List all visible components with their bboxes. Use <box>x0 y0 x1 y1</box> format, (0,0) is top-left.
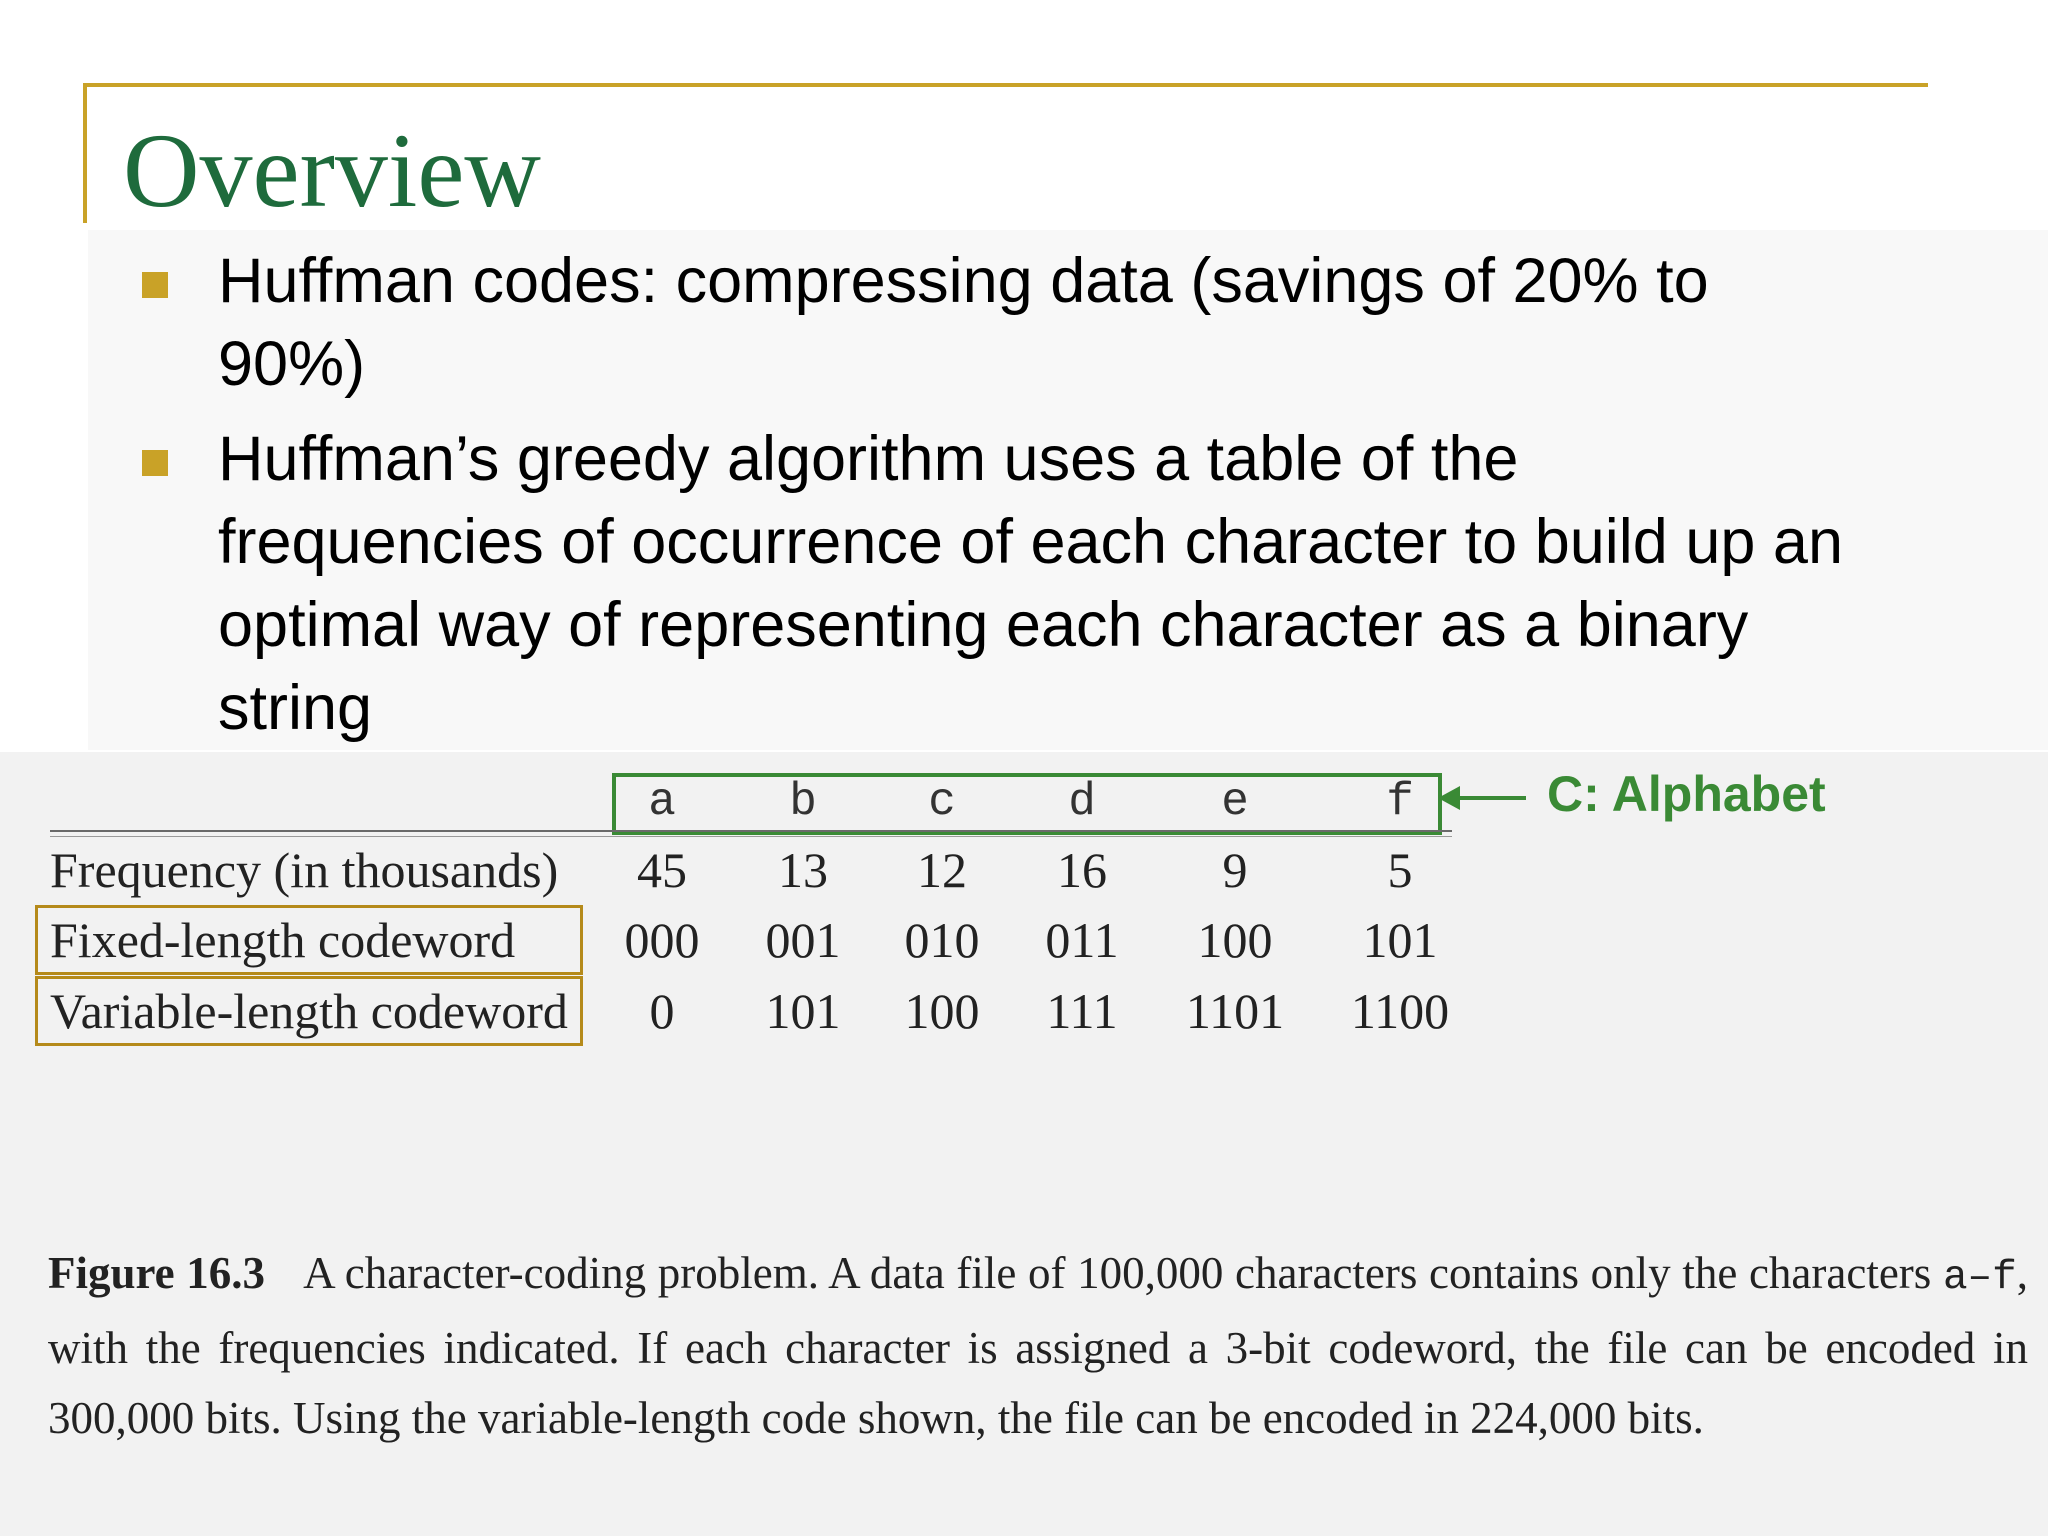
bullet-text: Huffman codes: compressing data (savings of 20% to 90%) <box>218 246 1709 399</box>
title-frame-top-rule <box>83 83 1928 87</box>
bullet-item <box>140 418 1860 750</box>
column-header-a: a <box>648 776 676 828</box>
table-cell: 1101 <box>1185 983 1285 1039</box>
column-header-d: d <box>1068 776 1096 828</box>
table-cell: 100 <box>1197 912 1273 968</box>
table-cell: 0 <box>649 983 675 1039</box>
column-header-b: b <box>789 776 817 828</box>
row-label-frequency: Frequency (in thousands) <box>50 842 559 898</box>
table-cell: 010 <box>904 912 980 968</box>
table-cell: 12 <box>917 842 967 898</box>
bullet-list <box>140 240 1860 762</box>
table-cell: 101 <box>765 983 841 1039</box>
alphabet-annotation-label: C: Alphabet <box>1547 766 1826 822</box>
figure-caption <box>48 1238 2028 1453</box>
row-label-variable-length: Variable-length codeword <box>50 983 568 1039</box>
table-cell: 100 <box>904 983 980 1039</box>
caption-text: , with the frequencies indicated. If each character is assigned a 3-bit codeword, the file can be encoded in 300,000 bits. Using the variable-length code shown, the file can be encoded in 224,000 bits. <box>48 1248 2029 1443</box>
table-cell: 011 <box>1045 912 1119 968</box>
table-cell: 9 <box>1222 842 1248 898</box>
table-cell: 16 <box>1057 842 1107 898</box>
table-cell: 001 <box>765 912 841 968</box>
caption-range: a–f <box>1942 1255 2017 1301</box>
table-cell: 111 <box>1046 983 1118 1039</box>
column-header-c: c <box>928 776 956 828</box>
table-cell: 13 <box>778 842 828 898</box>
table-cell: 45 <box>637 842 687 898</box>
table-cell: 5 <box>1387 842 1413 898</box>
table-rule <box>50 830 1452 832</box>
table-cell: 1100 <box>1350 983 1450 1039</box>
figure-label: Figure 16.3 <box>48 1248 266 1298</box>
square-bullet-icon <box>142 450 168 476</box>
title-frame-left-rule <box>83 83 87 223</box>
column-header-f: f <box>1386 776 1414 828</box>
square-bullet-icon <box>142 272 168 298</box>
table-rule <box>50 836 1452 837</box>
column-header-e: e <box>1221 776 1249 828</box>
slide-title: Overview <box>123 112 541 229</box>
row-label-fixed-length: Fixed-length codeword <box>50 912 516 968</box>
caption-text: A character-coding problem. A data file of 100,000 characters contains only the characters <box>303 1248 1943 1298</box>
table-cell: 000 <box>624 912 700 968</box>
bullet-item <box>140 240 1860 406</box>
table-cell: 101 <box>1362 912 1438 968</box>
bullet-text: Huffman’s greedy algorithm uses a table of the frequencies of occurrence of each character to build up an optimal way of representing each character as a binary string <box>218 424 1843 743</box>
